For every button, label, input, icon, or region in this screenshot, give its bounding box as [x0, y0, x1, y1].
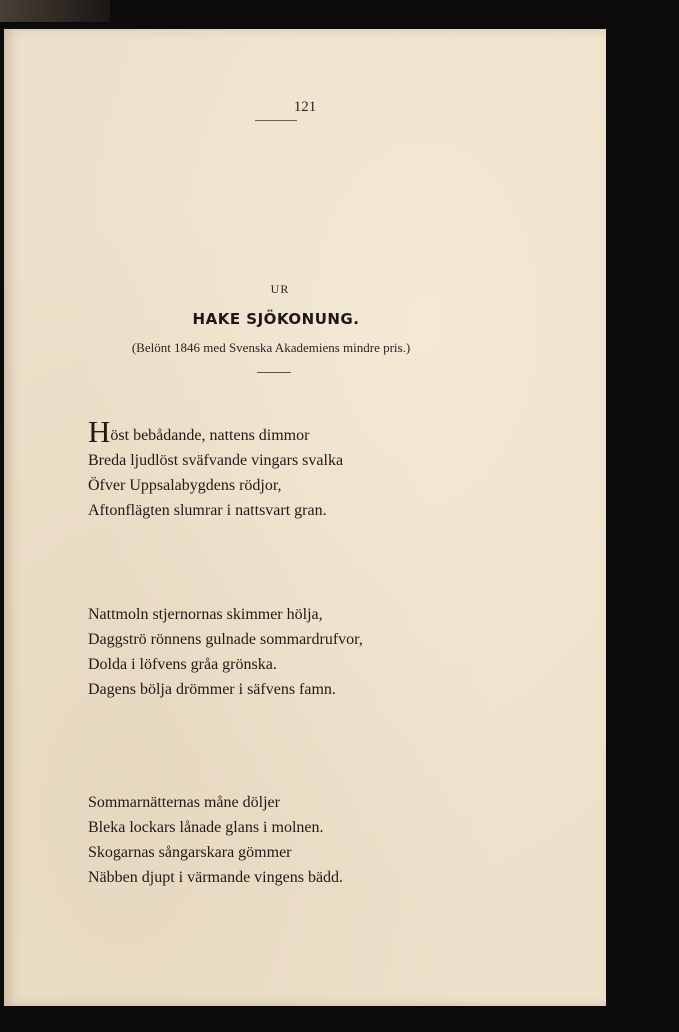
stanza-2-line-4: Dagens bölja drömmer i säfvens famn. — [88, 681, 336, 698]
page-number: 121 — [293, 99, 317, 115]
pre-title: UR — [270, 282, 290, 296]
stanza-1-line-1-text: öst bebådande, nattens dimmor — [110, 427, 310, 444]
stanza-3-line-1: Sommarnätternas måne döljer — [88, 794, 280, 811]
drop-cap: H — [88, 414, 111, 449]
stanza-2 — [88, 602, 568, 702]
stanza-2-line-3: Dolda i löfvens gråa grönska. — [88, 656, 277, 673]
stanza-1-line-4: Aftonflägten slumrar i nattsvart gran. — [88, 502, 327, 519]
stanza-1-line-1 — [88, 414, 568, 449]
stanza-1 — [88, 414, 568, 523]
book-edge-top — [0, 0, 110, 22]
poem-title: HAKE SJÖKONUNG. — [192, 310, 360, 328]
poem-subtitle: (Belönt 1846 med Svenska Akademiens mindre pris.) — [131, 340, 411, 355]
book-page — [4, 29, 606, 1006]
stanza-2-line-2: Daggströ rönnens gulnade sommardrufvor, — [88, 631, 363, 648]
stanza-1-line-2: Breda ljudlöst sväfvande vingars svalka — [88, 452, 344, 469]
stanza-3 — [88, 790, 568, 890]
book-edge-bottom — [0, 1006, 679, 1032]
stanza-2-line-1: Nattmoln stjernornas skimmer hölja, — [88, 606, 323, 623]
stanza-3-line-4: Näbben djupt i värmande vingens bädd. — [88, 869, 344, 886]
stanza-3-line-2: Bleka lockars lånade glans i molnen. — [88, 819, 324, 836]
page-number-rule — [255, 120, 297, 121]
stanza-3-line-3: Skogarnas sångarskara gömmer — [88, 844, 292, 861]
stanza-1-line-3: Öfver Uppsalabygdens rödjor, — [88, 477, 282, 494]
title-rule — [257, 372, 291, 373]
